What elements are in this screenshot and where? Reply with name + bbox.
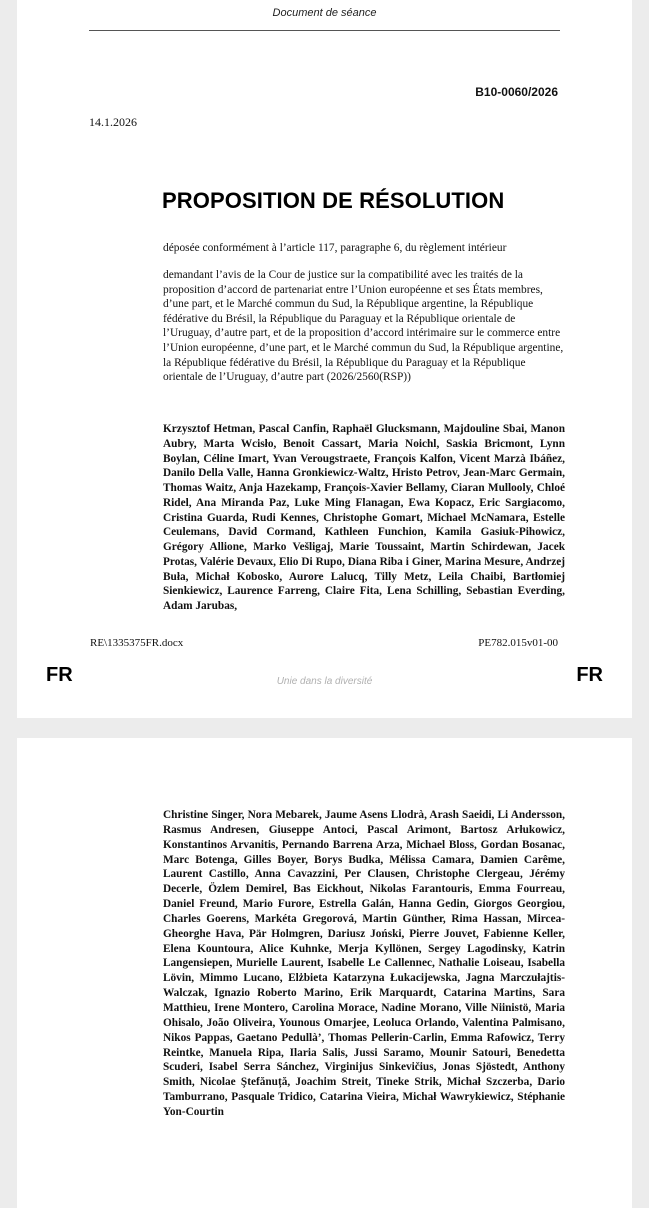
document-date: 14.1.2026 (89, 115, 137, 129)
document-reference: B10-0060/2026 (475, 85, 558, 99)
document-page-2 (17, 738, 632, 1208)
file-reference: RE\1335375FR.docx (90, 637, 184, 649)
document-title: PROPOSITION DE RÉSOLUTION (162, 188, 505, 213)
header-divider (89, 30, 560, 31)
language-code-left: FR (46, 664, 73, 686)
resolution-subject: demandant l’avis de la Cour de justice sur la compatibilité avec les traités de la proposition d’accord de partenariat entre l’Union européenne et ses États membres, d’une part, et le Marché commun du Sud, la République argentine, la République fédérative du Brésil, la République du Paraguay et la République orientale de l’Uruguay, d’autre part, et de la proposition d’accord intérimaire sur le commerce entre l’Union européenne, d’une part, et le Marché commun du Sud, la République argentine, la République fédérative du Brésil, la République du Paraguay et la République orientale de l’Uruguay, d’autre part (2026/2560(RSP)) (163, 269, 564, 384)
deposited-statement: déposée conformément à l’article 117, paragraphe 6, du règlement intérieur (163, 242, 507, 254)
authors-list-continued: Christine Singer, Nora Mebarek, Jaume Asens Llodrà, Arash Saeidi, Li Andersson, Rasmus Andresen, Giuseppe Antoci, Pascal Arimont, Bartosz Arłukowicz, Konstantinos Arvanitis, Pernando Barrena Arza, Michael Bloss, Gordan Bosanac, Marc Botenga, Gilles Boyer, Borys Budka, Mélissa Camara, Damien Carême, Laurent Castillo, Anna Cavazzini, Per Clausen, Christophe Clergeau, Jérémy Decerle, Özlem Demirel, Bas Eickhout, Nikolas Farantouris, Emma Fourreau, Daniel Freund, Mario Furore, Estrella Galán, Hanna Gedin, Giorgos Georgiou, Charles Goerens, Markéta Gregorová, Martin Günther, Rima Hassan, Mircea-Gheorghe Hava, Pär Holmgren, Dariusz Joński, Pierre Jouvet, Fabienne Keller, Elena Kountoura, Alice Kuhnke, Merja Kyllönen, Sergey Lagodinsky, Katrin Langensiepen, Murielle Laurent, Isabelle Le Callennec, Nathalie Loiseau, Isabella Lövin, Mimmo Lucano, Elżbieta Katarzyna Łukacijewska, Jagna Marczułajtis-Walczak, Ignazio Roberto Marino, Erik Marquardt, Catarina Martins, Sara Matthieu, Irene Montero, Carolina Morace, Nadine Morano, Ville Niinistö, Maria Ohisalo, João Oliveira, Younous Omarjee, Leoluca Orlando, Valentina Palmisano, Nikos Pappas, Gaetano Pedullà’, Thomas Pellerin-Carlin, Emma Rafowicz, Terry Reintke, Manuela Ripa, Ilaria Salis, Jussi Saramo, Mounir Satouri, Benedetta Scuderi, Isabel Serra Sánchez, Virginijus Sinkevičius, Jonas Sjöstedt, Anthony Smith, Nicolae Ştefănuță, Joachim Streit, Tineke Strik, Michał Szczerba, Dario Tamburrano, Pasquale Tridico, Catarina Vieira, Michał Wawrykiewicz, Stéphanie Yon-Courtin (163, 809, 565, 1118)
pe-reference: PE782.015v01-00 (478, 637, 558, 649)
document-page-1 (17, 0, 632, 718)
language-code-right: FR (576, 664, 603, 686)
eu-motto: Unie dans la diversité (276, 676, 373, 687)
authors-list: Krzysztof Hetman, Pascal Canfin, Raphaël Glucksmann, Majdouline Sbai, Manon Aubry, Marta Wcisło, Benoit Cassart, Maria Noichl, Saskia Bricmont, Lynn Boylan, Céline Imart, Yvan Verougstraete, François Kalfon, Vicent Marzà Ibáñez, Danilo Della Valle, Hanna Gronkiewicz-Waltz, Hristo Petrov, Jean-Marc Germain, Thomas Waitz, Anja Hazekamp, François-Xavier Bellamy, Ciaran Mullooly, Chloé Ridel, Ana Miranda Paz, Luke Ming Flanagan, Ewa Kopacz, Eric Sargiacomo, Cristina Guarda, Rudi Kennes, Christophe Gomart, Michael McNamara, Estelle Ceulemans, David Cormand, Kathleen Funchion, Kamila Gasiuk-Pihowicz, Grégory Allione, Marko Vešligaj, Marie Toussaint, Martin Schirdewan, Jacek Protas, Valérie Devaux, Elio Di Rupo, Diana Riba i Giner, Marina Mesure, Andrzej Buła, Michał Kobosko, Aurore Lalucq, Tilly Metz, Leila Chaibi, Bartłomiej Sienkiewicz, Laurence Farreng, Claire Fita, Lena Schilling, Sebastian Everding, Adam Jarubas, (163, 423, 565, 612)
header-title: Document de séance (272, 7, 377, 19)
